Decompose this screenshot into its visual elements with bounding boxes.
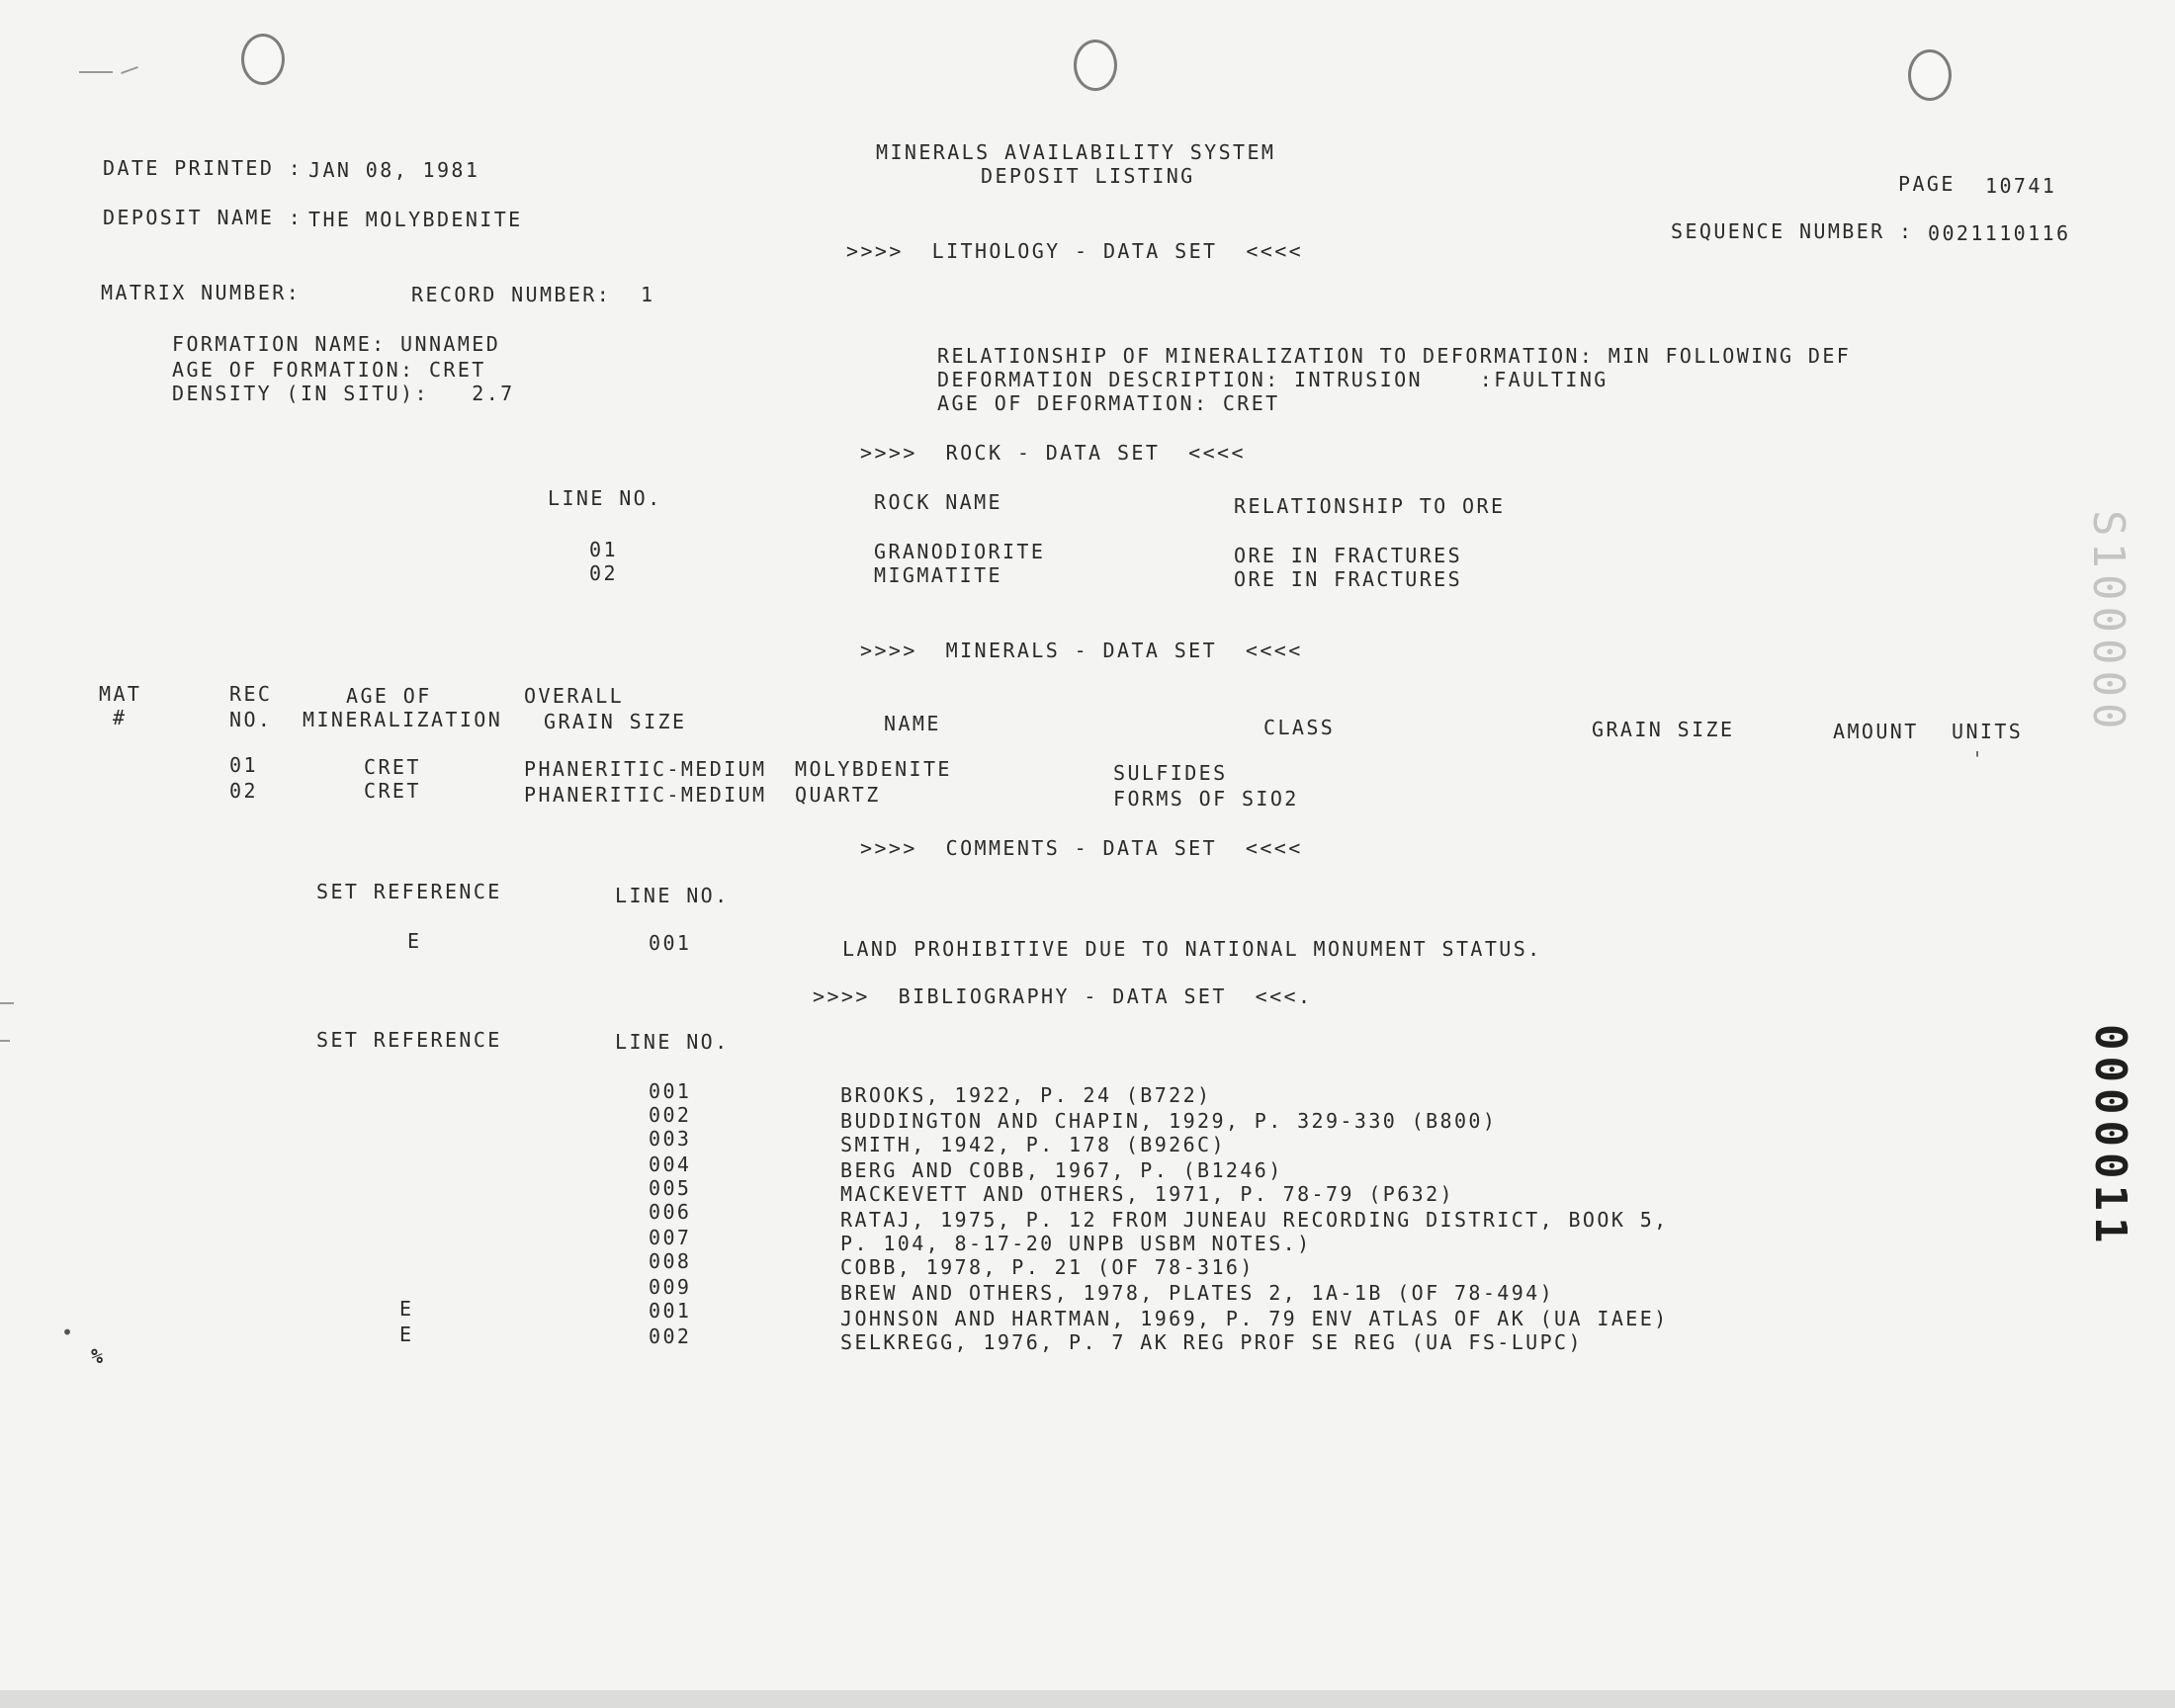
- edge-line: [0, 1040, 10, 1042]
- bibliography-text: COBB, 1978, P. 21 (OF 78-316): [840, 1255, 1255, 1279]
- age-of-deformation: AGE OF DEFORMATION: CRET: [937, 391, 1280, 415]
- mineral-class: FORMS OF SIO2: [1113, 787, 1299, 811]
- tick-mark: ': [1971, 747, 1984, 771]
- minerals-banner: >>>> MINERALS - DATA SET <<<<: [860, 639, 1303, 662]
- comment-set-reference: E: [407, 929, 422, 953]
- bibliography-set-reference: E: [399, 1297, 414, 1321]
- bibliography-line-no: 001: [649, 1079, 692, 1103]
- rock-line-no: 01: [589, 538, 618, 561]
- rock-col-relationship: RELATIONSHIP TO ORE: [1234, 494, 1506, 518]
- bibliography-line-no: 003: [649, 1127, 692, 1151]
- end-mark: %: [91, 1344, 106, 1368]
- minerals-col-amount: AMOUNT: [1833, 720, 1919, 743]
- page-number: 10741: [1985, 174, 2057, 198]
- mineral-age: CRET: [364, 755, 421, 779]
- bibliography-line-no: 002: [649, 1324, 692, 1348]
- system-title: MINERALS AVAILABILITY SYSTEM: [876, 140, 1276, 164]
- bibliography-text: BERG AND COBB, 1967, P. (B1246): [840, 1158, 1283, 1182]
- mineralization-relationship: RELATIONSHIP OF MINERALIZATION TO DEFORMATION: MIN FOLLOWING DEF: [937, 344, 1852, 368]
- minerals-col-mat-hash: #: [113, 706, 128, 729]
- paper-mark: [79, 71, 113, 73]
- comment-line-no: 001: [649, 931, 692, 955]
- bibliography-line-no: 009: [649, 1275, 692, 1299]
- minerals-col-grain-size: GRAIN SIZE: [544, 710, 687, 733]
- bibliography-line-no: 004: [649, 1153, 692, 1176]
- bibliography-banner: >>>> BIBLIOGRAPHY - DATA SET <<<.: [813, 984, 1313, 1008]
- minerals-col-grain: GRAIN SIZE: [1592, 718, 1735, 741]
- mineral-grain-size: PHANERITIC-MEDIUM: [524, 783, 767, 807]
- bibliography-text: JOHNSON AND HARTMAN, 1969, P. 79 ENV ATLAS OF AK (UA IAEE): [840, 1307, 1669, 1330]
- bibliography-text: SELKREGG, 1976, P. 7 AK REG PROF SE REG (UA FS-LUPC): [840, 1330, 1583, 1354]
- bibliography-text: BROOKS, 1922, P. 24 (B722): [840, 1083, 1212, 1107]
- bibliography-line-no: 006: [649, 1200, 692, 1224]
- page-label: PAGE: [1898, 172, 1956, 196]
- bibliography-text: P. 104, 8-17-20 UNPB USBM NOTES.): [840, 1232, 1312, 1255]
- matrix-number-label: MATRIX NUMBER:: [101, 281, 302, 304]
- minerals-col-class: CLASS: [1263, 716, 1336, 739]
- comments-col-set-reference: SET REFERENCE: [316, 880, 502, 903]
- rock-col-line: LINE NO.: [548, 486, 662, 510]
- minerals-col-units: UNITS: [1952, 720, 2024, 743]
- mineral-rec-no: 02: [229, 779, 258, 803]
- lithology-banner: >>>> LITHOLOGY - DATA SET <<<<: [846, 239, 1304, 263]
- bibliography-text: BREW AND OTHERS, 1978, PLATES 2, 1A-1B (OF 78-494): [840, 1281, 1555, 1305]
- binder-hole-center: [1074, 40, 1117, 91]
- rock-col-name: ROCK NAME: [874, 490, 1002, 514]
- minerals-col-rec-no: NO.: [229, 708, 273, 731]
- mineral-name: QUARTZ: [795, 783, 881, 807]
- rock-name: GRANODIORITE: [874, 540, 1046, 563]
- mineral-class: SULFIDES: [1113, 761, 1228, 785]
- minerals-col-rec: REC: [229, 682, 273, 706]
- deposit-name-value: THE MOLYBDENITE: [308, 208, 523, 231]
- date-printed-value: JAN 08, 1981: [308, 158, 480, 182]
- minerals-col-mineralization: MINERALIZATION: [303, 708, 503, 731]
- scan-bottom-edge: [0, 1690, 2175, 1708]
- vertical-stamp-dark: 0000011: [2085, 1024, 2135, 1249]
- mineral-name: MOLYBDENITE: [795, 757, 952, 781]
- rock-relationship: ORE IN FRACTURES: [1234, 567, 1463, 591]
- minerals-col-overall: OVERALL: [524, 684, 625, 708]
- bibliography-text: SMITH, 1942, P. 178 (B926C): [840, 1133, 1226, 1156]
- age-of-formation: AGE OF FORMATION: CRET: [172, 358, 486, 382]
- bibliography-line-no: 007: [649, 1226, 692, 1249]
- rock-line-no: 02: [589, 561, 618, 585]
- bibliography-col-set-reference: SET REFERENCE: [316, 1028, 502, 1052]
- listing-title: DEPOSIT LISTING: [981, 164, 1195, 188]
- bibliography-set-reference: E: [399, 1323, 414, 1346]
- bullet-dot: •: [61, 1321, 74, 1344]
- paper-mark: [121, 66, 138, 74]
- binder-hole-right: [1908, 49, 1952, 101]
- bibliography-col-line: LINE NO.: [615, 1030, 730, 1054]
- minerals-col-mat: MAT: [99, 682, 142, 706]
- binder-hole-left: [241, 34, 285, 85]
- vertical-stamp-faint: S100000: [2083, 510, 2133, 735]
- edge-line: [0, 1002, 14, 1004]
- bibliography-text: MACKEVETT AND OTHERS, 1971, P. 78-79 (P632): [840, 1182, 1454, 1206]
- mineral-rec-no: 01: [229, 753, 258, 777]
- bibliography-line-no: 008: [649, 1249, 692, 1273]
- bibliography-line-no: 005: [649, 1176, 692, 1200]
- deformation-description: DEFORMATION DESCRIPTION: INTRUSION :FAULTING: [937, 368, 1609, 391]
- bibliography-line-no: 002: [649, 1103, 692, 1127]
- mineral-age: CRET: [364, 779, 421, 803]
- minerals-col-age: AGE OF: [346, 684, 432, 708]
- rock-name: MIGMATITE: [874, 563, 1002, 587]
- minerals-col-name: NAME: [884, 712, 941, 735]
- rock-banner: >>>> ROCK - DATA SET <<<<: [860, 441, 1246, 465]
- comments-col-line: LINE NO.: [615, 884, 730, 907]
- sequence-number-label: SEQUENCE NUMBER :: [1671, 219, 1914, 243]
- deposit-name-label: DEPOSIT NAME :: [103, 206, 304, 229]
- density: DENSITY (IN SITU): 2.7: [172, 382, 515, 405]
- bibliography-text: RATAJ, 1975, P. 12 FROM JUNEAU RECORDING DISTRICT, BOOK 5,: [840, 1208, 1669, 1232]
- mineral-grain-size: PHANERITIC-MEDIUM: [524, 757, 767, 781]
- date-printed-label: DATE PRINTED :: [103, 156, 304, 180]
- comments-banner: >>>> COMMENTS - DATA SET <<<<: [860, 836, 1303, 860]
- record-number-value: 1: [641, 283, 655, 306]
- sequence-number-value: 0021110116: [1928, 221, 2071, 245]
- comment-text: LAND PROHIBITIVE DUE TO NATIONAL MONUMENT STATUS.: [842, 937, 1542, 961]
- rock-relationship: ORE IN FRACTURES: [1234, 544, 1463, 567]
- bibliography-text: BUDDINGTON AND CHAPIN, 1929, P. 329-330 (B800): [840, 1109, 1498, 1133]
- bibliography-line-no: 001: [649, 1299, 692, 1323]
- formation-name: FORMATION NAME: UNNAMED: [172, 332, 501, 356]
- record-number-label: RECORD NUMBER:: [411, 283, 612, 306]
